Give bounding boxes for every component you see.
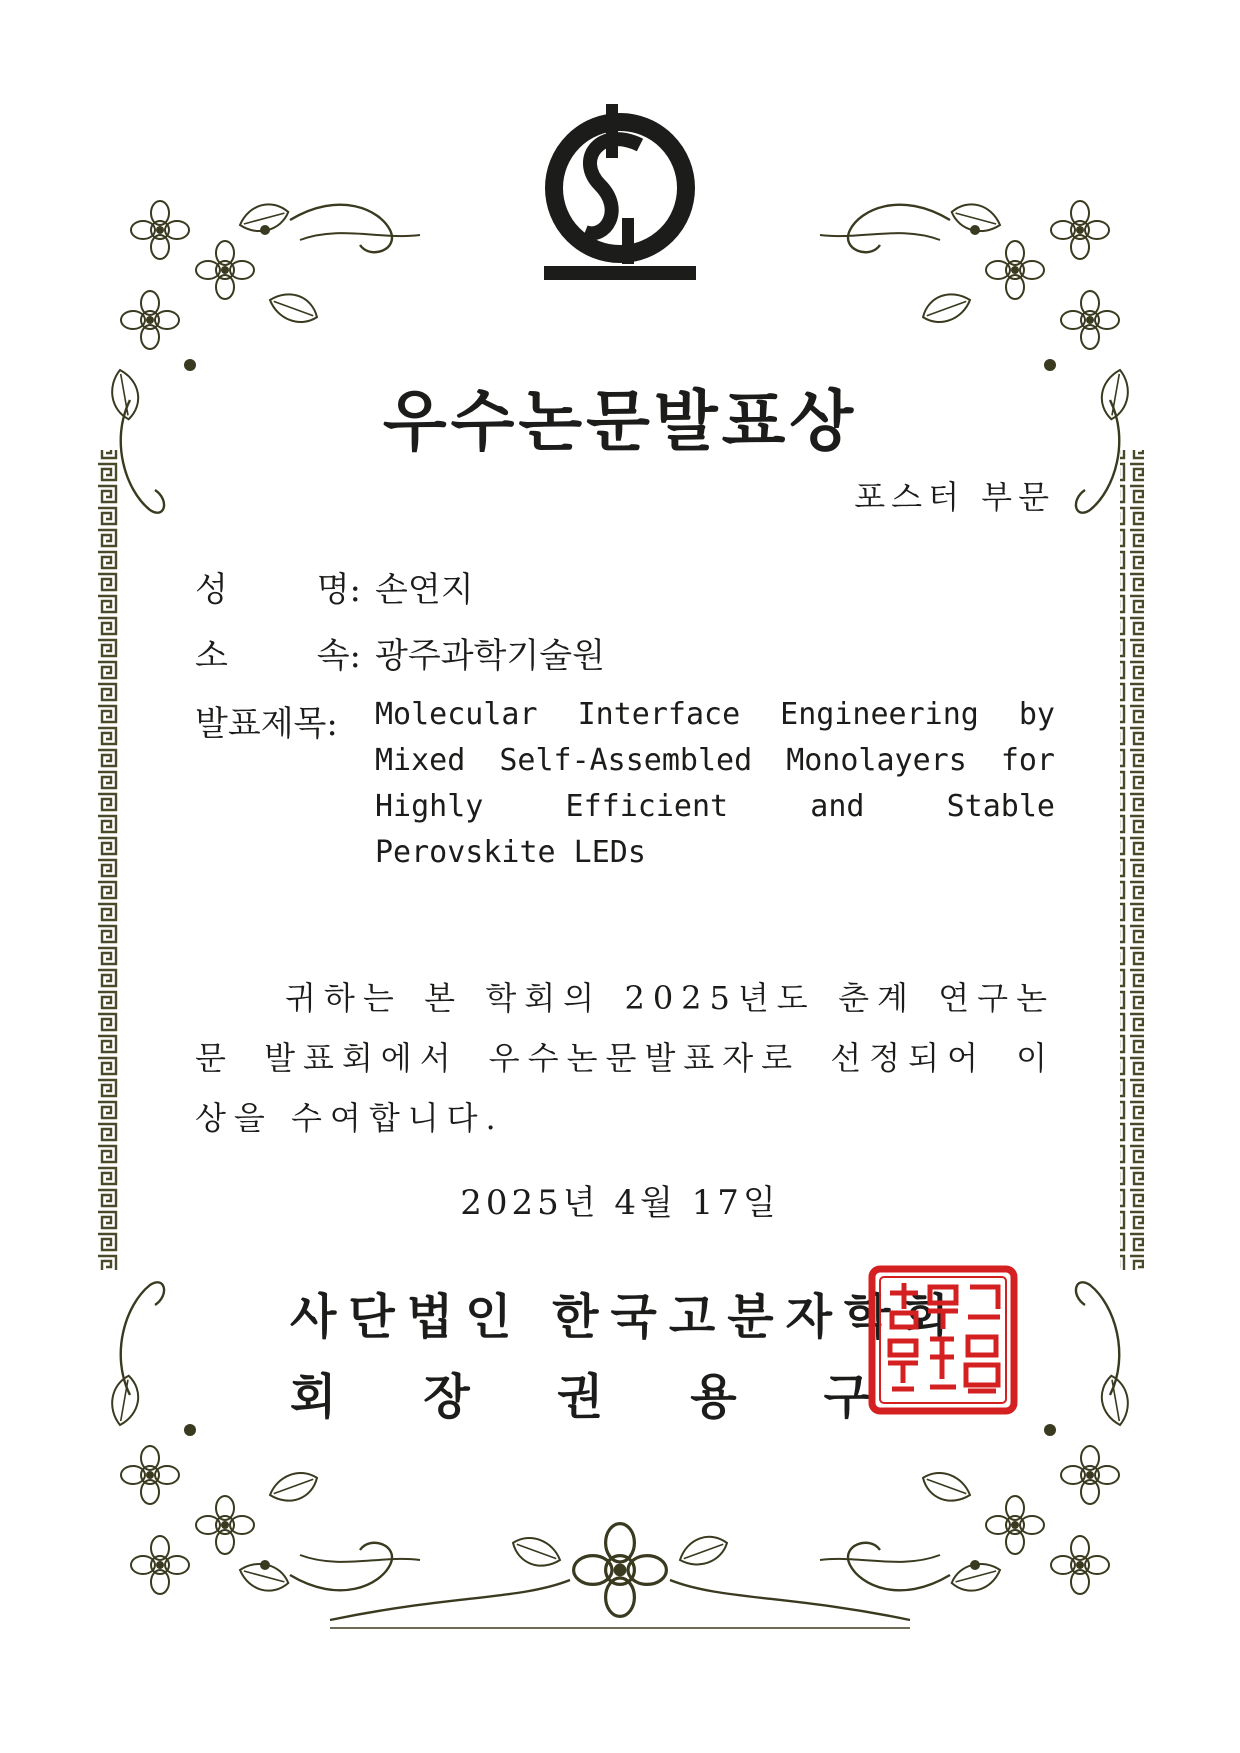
left-key-border — [96, 450, 120, 1270]
presentation-title-row — [195, 696, 1055, 876]
affiliation-label: 소 속: — [195, 636, 361, 676]
right-key-border — [1120, 450, 1144, 1270]
name-row — [195, 562, 1055, 611]
affiliation-row — [195, 628, 1055, 677]
president-name: 회 장 권 용 구 — [290, 1369, 870, 1425]
award-statement: 귀하는 본 학회의 2025년도 춘계 연구논문 발표회에서 우수논문발표자로 선정되어 이 상을 수여합니다. — [195, 979, 1055, 1137]
award-division: 포스터 부문 — [854, 478, 1055, 516]
name-value: 손연지 — [375, 570, 474, 610]
affiliation-value: 광주과학기술원 — [375, 636, 605, 676]
award-title: 우수논문발표상 — [382, 382, 858, 460]
official-seal — [868, 1265, 1018, 1415]
organization-name: 사단법인 한국고분자학회 — [290, 1289, 961, 1345]
name-label: 성 명: — [195, 570, 361, 610]
top-right-ornament — [820, 199, 1132, 513]
award-date: 2025년 4월 17일 — [460, 1183, 780, 1223]
society-emblem-icon — [544, 104, 696, 280]
top-left-ornament — [108, 199, 420, 513]
presentation-title-value: Molecular Interface Engineering by Mixed Self-Assembled Monolayers for Highly Efficient and Stable Perovskite LEDs — [375, 697, 1055, 870]
presentation-title-label: 발표제목: — [195, 704, 338, 744]
